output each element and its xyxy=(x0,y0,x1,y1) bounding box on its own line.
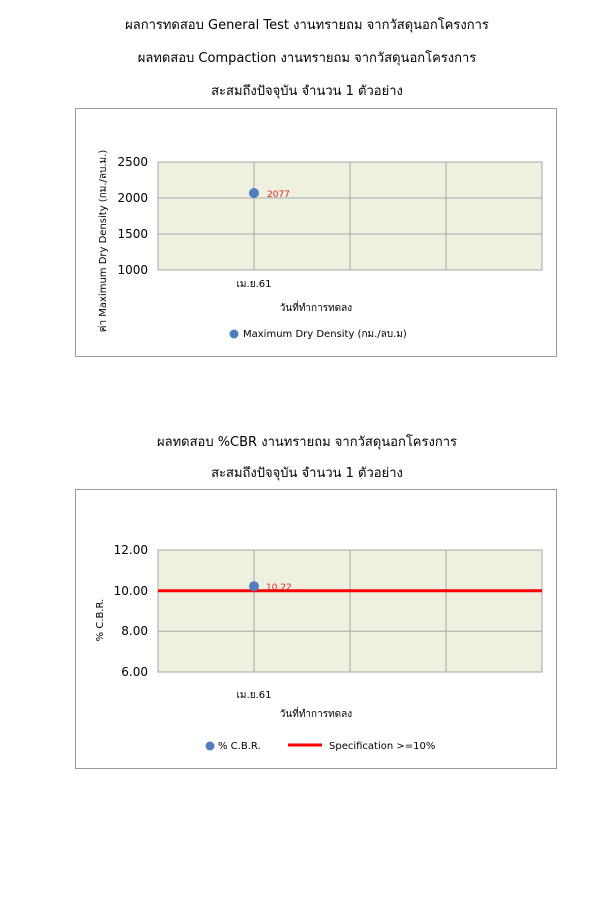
compaction-chart-frame xyxy=(75,108,557,357)
y-tick-label: 12.00 xyxy=(113,543,148,557)
y-axis-title: % C.B.R. xyxy=(95,598,106,642)
y-tick-label: 2500 xyxy=(117,155,148,169)
compaction-title: ผลทดสอบ Compaction งานทรายถม จากวัสดุนอกโครงการ xyxy=(137,51,477,66)
legend-marker-cbr xyxy=(206,742,215,751)
y-tick-label: 8.00 xyxy=(121,624,148,638)
y-tick-label: 2000 xyxy=(117,191,148,205)
x-axis-title: วันที่ทำการทดลง xyxy=(279,709,353,720)
x-tick-label: เม.ย.61 xyxy=(236,279,272,290)
y-axis-title: ค่า Maximum Dry Density (กม./ลบ.ม.) xyxy=(98,149,109,333)
y-tick-label: 6.00 xyxy=(121,665,148,679)
cbr-chart xyxy=(76,490,556,768)
cbr-title: ผลทดสอบ %CBR งานทรายถม จากวัสดุนอกโครงการ xyxy=(156,435,457,450)
legend-label: Maximum Dry Density (กม./ลบ.ม) xyxy=(243,329,407,340)
legend-label-cbr: % C.B.R. xyxy=(218,741,261,752)
legend-marker xyxy=(230,330,239,339)
data-label: 10.22 xyxy=(266,583,292,593)
compaction-count: สะสมถึงปัจจุบัน จำนวน 1 ตัวอย่าง xyxy=(211,84,403,99)
y-tick-label: 1500 xyxy=(117,227,148,241)
data-point xyxy=(249,581,259,591)
data-point xyxy=(249,188,259,198)
x-axis-title: วันที่ทำการทดลง xyxy=(279,303,353,314)
y-tick-label: 1000 xyxy=(117,263,148,277)
cbr-chart-frame xyxy=(75,489,557,769)
y-tick-label: 10.00 xyxy=(113,584,148,598)
data-label: 2077 xyxy=(267,190,290,200)
legend-label-spec: Specification >=10% xyxy=(329,741,436,752)
compaction-chart xyxy=(76,109,556,356)
main-title: ผลการทดสอบ General Test งานทรายถม จากวัสดุนอกโครงการ xyxy=(125,18,489,33)
x-tick-label: เม.ย.61 xyxy=(236,690,272,701)
cbr-count: สะสมถึงปัจจุบัน จำนวน 1 ตัวอย่าง xyxy=(211,466,403,481)
